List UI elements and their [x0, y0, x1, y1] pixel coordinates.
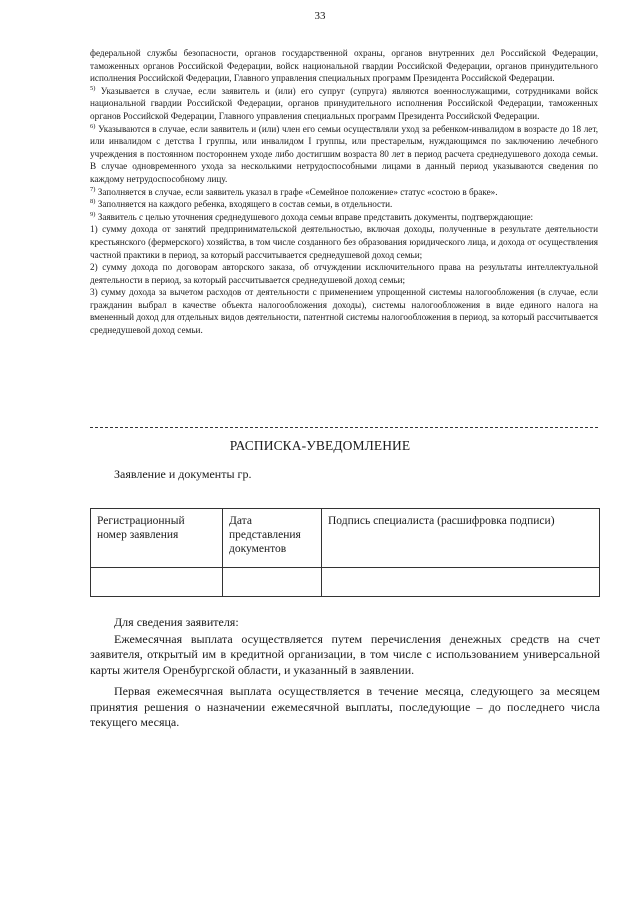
footnotes: [90, 47, 598, 337]
footnote-9-item-1: 1) сумму дохода от занятий предпринимательской деятельностью, включая доходы, полученные в результате деятельности крестьянского (фермерского) хозяйства, в том числе созданного без образования юридического лица, и дохода от осуществления частной практики в период, за который рассчитывается среднедушевой доход семьи;: [90, 224, 598, 260]
footnote-9-mark: 9): [90, 210, 96, 218]
header-submission-date: Дата представления документов: [223, 509, 322, 568]
footnote-6-mark: 6): [90, 122, 96, 130]
footnote-9-text: Заявитель с целью уточнения среднедушевого дохода семьи вправе представить документы, подтверждающие:: [97, 211, 534, 222]
header-specialist-signature: Подпись специалиста (расшифровка подписи): [322, 509, 600, 568]
footnote-7-mark: 7): [90, 185, 96, 193]
footnote-4-continuation: федеральной службы безопасности, органов государственной охраны, органов внутренних дел Российской Федерации, таможенных органов Российской Федерации, войск национальной гвардии Российской Федерации, органов принудительного исполнения Российской Федерации, Главного управления специальных программ Президента Российской Федерации.: [90, 48, 598, 84]
cell-registration-number[interactable]: [91, 568, 223, 597]
receipt-title: РАСПИСКА-УВЕДОМЛЕНИЕ: [229, 438, 411, 453]
footnote-9-item-3: 3) сумму дохода за вычетом расходов от деятельности с применением упрощенной системы налогообложения (в случае, если гражданин выбрал в качестве объекта налогообложения доходы), системы налогообложения в виде единого налога на вмененный доход для отдельных видов деятельности, патентной системы налогообложения в период, за который рассчитывается среднедушевой доход семьи.: [90, 287, 598, 336]
cell-specialist-signature[interactable]: [322, 568, 600, 597]
footnote-6: [90, 123, 598, 186]
footnote-5: [90, 85, 598, 123]
receipt-table-header-row: [91, 509, 600, 568]
footnote-5-text: Указывается в случае, если заявитель и (или) его супруг (супруга) являются военнослужащими, сотрудниками войск национальной гвардии Российской Федерации, органов принудительного исполнения Российской Федерации, таможенных органов Российской Федерации, Главного управления специальных программ Президента Российской Федерации.: [90, 85, 598, 121]
header-registration-number: Регистрационный номер заявления: [91, 509, 223, 568]
page-number: 33: [314, 10, 326, 22]
cut-line: [90, 427, 598, 428]
footnote-8-mark: 8): [90, 198, 96, 206]
footnote-5-mark: 5): [90, 84, 96, 92]
receipt-table-empty-row: [91, 568, 600, 597]
receipt-intro: Заявление и документы гр.: [114, 467, 252, 481]
cell-submission-date[interactable]: [223, 568, 322, 597]
footnote-8: [90, 198, 598, 211]
footnote-8-text: Заполняется на каждого ребенка, входящего в состав семьи, в отдельности.: [97, 199, 393, 210]
applicant-info-paragraph-2: Первая ежемесячная выплата осуществляется в течение месяца, следующего за месяцем принятия решения о назначении ежемесячной выплаты, последующие – до последнего числа текущего месяца.: [90, 684, 600, 729]
footnote-7-text: Заполняется в случае, если заявитель указал в графе «Семейное положение» статус «состою в браке».: [97, 186, 498, 197]
footnote-9: [90, 211, 598, 224]
receipt-table: [90, 508, 600, 597]
applicant-info-lead: Для сведения заявителя:: [114, 615, 239, 629]
footnote-6-text: Указываются в случае, если заявитель и (или) член его семьи осуществляли уход за ребенком-инвалидом в возрасте до 18 лет, или инвалидом с детства I группы, или инвалидом I группы, или престарелым, нуждающимся по заключению лечебного учреждения в постоянном постороннем уходе либо достигшим возраста 80 лет в период расчета среднедушевого дохода семьи. В случае одновременного ухода за несколькими нетрудоспособными лицами в данный период указываются сведения по каждому нетрудоспособному лицу.: [90, 123, 599, 184]
footnote-9-item-2: 2) сумму дохода по договорам авторского заказа, об отчуждении исключительного права на результаты интеллектуальной деятельности в период, за который рассчитывается среднедушевой доход семьи;: [90, 262, 598, 285]
applicant-info: [90, 615, 600, 731]
applicant-info-paragraph-1: Ежемесячная выплата осуществляется путем перечисления денежных средств на счет заявителя, открытый им в кредитной организации, в том числе с использованием универсальной карты жителя Оренбургской области, и указанный в заявлении.: [90, 631, 600, 677]
footnote-7: [90, 186, 598, 199]
